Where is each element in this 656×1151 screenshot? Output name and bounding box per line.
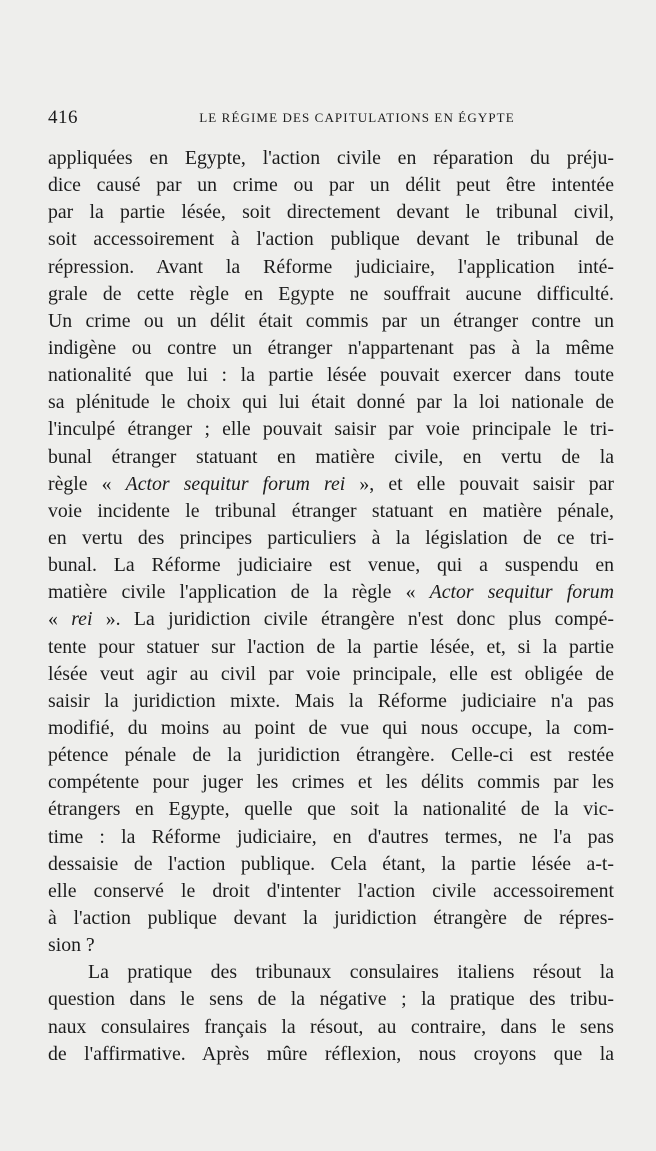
text-line (48, 498, 614, 525)
text-run: en vertu des principes particuliers à la législation de ce tri- (48, 526, 614, 549)
text-run: pétence pénale de la juridiction étrangère. Celle-ci est restée (48, 744, 614, 767)
text-line (48, 281, 614, 308)
text-line (48, 986, 614, 1013)
text-run: time : la Réforme judiciaire, en d'autres termes, ne l'a pas (48, 825, 614, 848)
italic-text: Actor sequitur forum rei (125, 472, 346, 495)
text-run: sion ? (48, 934, 95, 957)
italic-text: Actor sequitur forum (429, 581, 614, 604)
text-run: de l'affirmative. Après mûre réflexion, nous croyons que la (48, 1042, 614, 1065)
text-line (48, 1041, 614, 1068)
text-run: ». La juridiction civile étrangère n'est donc plus compé- (92, 608, 614, 631)
text-run: saisir la juridiction mixte. Mais la Réforme judiciaire n'a pas (48, 689, 614, 712)
text-line (48, 172, 614, 199)
text-run: étrangers en Egypte, quelle que soit la nationalité de la vic- (48, 798, 614, 821)
text-run: voie incidente le tribunal étranger statuant en matière pénale, (48, 499, 614, 522)
body-text (48, 145, 614, 1068)
text-run: l'inculpé étranger ; elle pouvait saisir par voie principale le tri- (48, 418, 614, 441)
text-line (48, 1014, 614, 1041)
text-line (48, 959, 614, 986)
text-run: tente pour statuer sur l'action de la partie lésée, et, si la partie (48, 635, 614, 658)
text-line (48, 715, 614, 742)
text-run: dice causé par un crime ou par un délit peut être intentée (48, 174, 614, 197)
text-run: sa plénitude le choix qui lui était donné par la loi nationale de (48, 391, 614, 414)
text-run: modifié, du moins au point de vue qui nous occupe, la com- (48, 716, 614, 739)
text-line (48, 932, 614, 959)
text-run: nationalité que lui : la partie lésée pouvait exercer dans toute (48, 364, 614, 387)
page-number: 416 (48, 107, 78, 128)
text-line (48, 416, 614, 443)
text-line (48, 661, 614, 688)
text-run: La pratique des tribunaux consulaires italiens résout la (88, 961, 614, 984)
text-line (48, 878, 614, 905)
text-line (48, 769, 614, 796)
text-line (48, 851, 614, 878)
text-line (48, 606, 614, 633)
text-run: à l'action publique devant la juridiction étrangère de répres- (48, 906, 614, 929)
page-header (48, 106, 614, 130)
text-run: Un crime ou un délit était commis par un étranger contre un (48, 309, 614, 332)
text-line (48, 362, 614, 389)
text-run: par la partie lésée, soit directement devant le tribunal civil, (48, 201, 614, 224)
text-run: dessaisie de l'action publique. Cela étant, la partie lésée a-t- (48, 852, 614, 875)
text-run: », et elle pouvait saisir par (345, 472, 614, 495)
text-run: répression. Avant la Réforme judiciaire, l'application inté- (48, 255, 614, 278)
text-run: règle « (48, 472, 126, 495)
text-run: elle conservé le droit d'intenter l'action civile accessoirement (48, 879, 614, 902)
text-run: appliquées en Egypte, l'action civile en réparation du préju- (48, 147, 614, 169)
text-line (48, 254, 614, 281)
text-line (48, 905, 614, 932)
text-run: matière civile l'application de la règle « (48, 581, 430, 604)
text-line (48, 552, 614, 579)
text-line (48, 471, 614, 498)
text-run: « (48, 608, 72, 631)
text-line (48, 796, 614, 823)
text-line (48, 145, 614, 172)
text-run: naux consulaires français la résout, au contraire, dans le sens (48, 1015, 614, 1038)
italic-text: rei (71, 608, 93, 631)
text-line (48, 199, 614, 226)
text-line (48, 634, 614, 661)
text-run: indigène ou contre un étranger n'appartenant pas à la même (48, 336, 614, 359)
text-run: compétente pour juger les crimes et les délits commis par les (48, 771, 614, 794)
text-run: lésée veut agir au civil par voie principale, elle est obligée de (48, 662, 614, 685)
text-line (48, 742, 614, 769)
text-line (48, 389, 614, 416)
text-line (48, 525, 614, 552)
text-run: grale de cette règle en Egypte ne souffrait aucune difficulté. (48, 282, 614, 305)
text-run: question dans le sens de la négative ; la pratique des tribu- (48, 988, 614, 1011)
text-run: bunal. La Réforme judiciaire est venue, qui a suspendu en (48, 554, 614, 577)
text-run: soit accessoirement à l'action publique devant le tribunal de (48, 228, 614, 251)
text-run: bunal étranger statuant en matière civile, en vertu de la (48, 445, 614, 468)
text-line (48, 226, 614, 253)
running-title: LE RÉGIME DES CAPITULATIONS EN ÉGYPTE (199, 110, 515, 125)
text-line (48, 444, 614, 471)
text-line (48, 579, 614, 606)
text-line (48, 824, 614, 851)
text-line (48, 335, 614, 362)
text-line (48, 308, 614, 335)
text-line (48, 688, 614, 715)
